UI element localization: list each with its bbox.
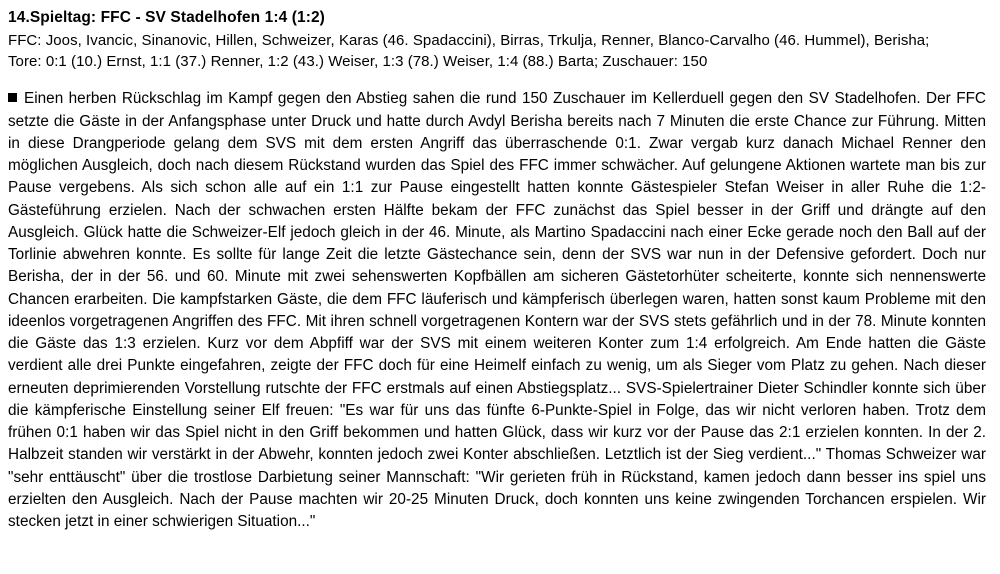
match-report-body xyxy=(8,88,986,533)
match-report-body-text: Einen herben Rückschlag im Kampf gegen den Abstieg sahen die rund 150 Zuschauer im Kellerduell gegen den SV Stadelhofen. Der FFC setzte die Gäste in der Anfangsphase unter Druck und hatte durch Avdyl Berisha bereits nach 7 Minuten die erste Chance zur Führung. Mitten in diese Drangperiode gelang dem SVS mit dem ersten Angriff das überraschende 0:1. Zwar vergab kurz danach Michael Renner den möglichen Ausgleich, doch nach diesem Rückstand wurden das Spiel des FFC immer schwächer. Auf gelungene Aktionen wartete man bis zur Pause vergebens. Als sich schon alle auf ein 1:1 zur Pause eingestellt hatten konnte Gästespieler Stefan Weiser in aller Ruhe die 1:2-Gästeführung erzielen. Nach der schwachen ersten Hälfte bekam der FFC zunächst das Spiel besser in der Griff und drängte auf den Ausgleich. Glück hatte die Schweizer-Elf jedoch gleich in der 46. Minute, als Martino Spadaccini nach einer Ecke gerade noch den Ball auf der Torlinie abwehren konnte. Es sollte für lange Zeit die letzte Gästechance sein, denn der SVS war nun in der Defensive gefordert. Doch nur Berisha, der in der 56. und 60. Minute mit zwei sehenswerten Kopfbällen am sicheren Gästetorhüter scheiterte, konnte sich nennenswerte Chancen erarbeiten. Die kampfstarken Gäste, die dem FFC läuferisch und kämpferisch überlegen waren, hatten sonst kaum Probleme mit den ideenlos vorgetragenen Angriffen des FFC. Mit ihren schnell vorgetragenen Kontern war der SVS stets gefährlich und in der 78. Minute konnten die Gäste das 1:3 erzielen. Kurz vor dem Abpfiff war der SVS mit einem weiteren Konter zum 1:4 erfolgreich. Am Ende hatten die Gäste verdient alle drei Punkte eingefahren, zeigte der FFC doch für eine Heimelf einfach zu wenig, um als Sieger vom Platz zu gehen. Nach dieser erneuten deprimierenden Vorstellung rutschte der FFC erstmals auf einen Abstiegsplatz... SVS-Spielertrainer Dieter Schindler konnte sich über die kämpferische Einstellung seiner Elf freuen: "Es war für uns das fünfte 6-Punkte-Spiel in Folge, das wir nicht verloren haben. Trotz dem frühen 0:1 haben wir das Spiel nicht in den Griff bekommen und hatten Glück, dass wir kurz vor der Pause das 2:1 erzielen konnten. In der 2. Halbzeit standen wir verstärkt in der Abwehr, konnten jedoch zwei Konter abschließen. Letztlich ist der Sieg verdient..." Thomas Schweizer war "sehr enttäuscht" über die trostlose Darbietung seiner Mannschaft: "Wir gerieten früh in Rückstand, kamen jedoch dann besser ins spiel uns erzielten den Ausgleich. Nach der Pause machten wir 20-25 Minuten Druck, doch konnten uns keine zwingenden Torchancen erspielen. Wir stecken jetzt in einer schwierigen Situation..." xyxy=(8,90,986,531)
page-title: 14.Spieltag: FFC - SV Stadelhofen 1:4 (1:2) xyxy=(8,9,325,26)
square-bullet-icon xyxy=(8,93,17,102)
goals-and-attendance-text: Tore: 0:1 (10.) Ernst, 1:1 (37.) Renner, 1:2 (43.) Weiser, 1:3 (78.) Weiser, 1:4 (88.) Barta; Zuschauer: 150 xyxy=(8,52,708,70)
lineup-text: FFC: Joos, Ivancic, Sinanovic, Hillen, Schweizer, Karas (46. Spadaccini), Birras, Trkulja, Renner, Blanco-Carvalho (46. Hummel), Berisha; xyxy=(8,31,930,49)
